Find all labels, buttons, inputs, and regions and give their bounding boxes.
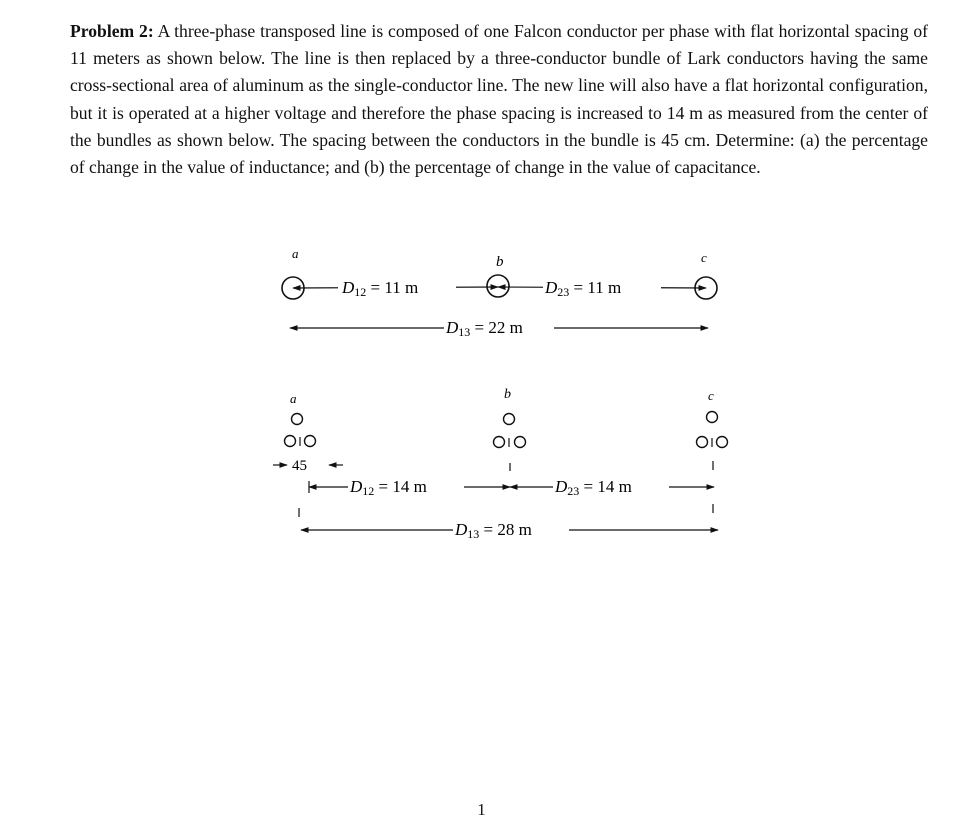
figure-single-conductor [282, 246, 717, 339]
fig1-d12-label: D12 = 11 m [342, 278, 419, 299]
fig2-d12-label: D12 = 14 m [350, 477, 427, 498]
bundle-spacing-label: 45 [292, 458, 307, 474]
fig2-label-a: a [290, 391, 297, 406]
fig2-label-c: c [708, 388, 714, 403]
fig2-d23-label: D23 = 14 m [555, 477, 632, 498]
problem-text: A three-phase transposed line is composed of one Falcon conductor per phase with flat horizontal spacing of 11 meters as shown below. The line is then replaced by a three-conductor bundle of Lark conductors having the same cross-sectional area of aluminum as the single-conductor line. The new line will also have a flat horizontal configuration, but it is operated at a higher voltage and therefore the phase spacing is increased to 14 m as measured from the center of the bundles as shown below. The spacing between the conductors in the bundle is 45 cm. Determine: (a) the percentage of change in the value of inductance; and (b) the percentage of change in the value of capacitance. [70, 21, 928, 178]
problem-heading: Problem 2: [70, 21, 154, 41]
bundle-c [697, 412, 728, 514]
bundle-a-left-conductor [285, 436, 296, 447]
bundle-a [285, 414, 316, 447]
conductor-b [487, 275, 509, 297]
fig1-d13-label: D13 = 22 m [446, 318, 523, 339]
bundle-c-left-conductor [697, 437, 708, 448]
bundle-b-right-conductor [515, 437, 526, 448]
bundle-b-top-conductor [504, 414, 515, 425]
page-number: 1 [477, 800, 486, 819]
fig1-label-c: c [701, 250, 707, 265]
bundle-c-top-conductor [707, 412, 718, 423]
bundle-a-top-conductor [292, 414, 303, 425]
figure-bundled-conductor [273, 387, 728, 541]
fig2-label-b: b [504, 387, 511, 402]
bundle-c-right-conductor [717, 437, 728, 448]
fig2-d13-label: D13 = 28 m [455, 520, 532, 541]
bundle-a-right-conductor [305, 436, 316, 447]
fig1-label-a: a [292, 246, 299, 261]
bundle-b [494, 414, 526, 472]
fig1-label-b: b [496, 254, 504, 270]
fig1-d23-label: D23 = 11 m [545, 278, 622, 299]
bundle-b-left-conductor [494, 437, 505, 448]
